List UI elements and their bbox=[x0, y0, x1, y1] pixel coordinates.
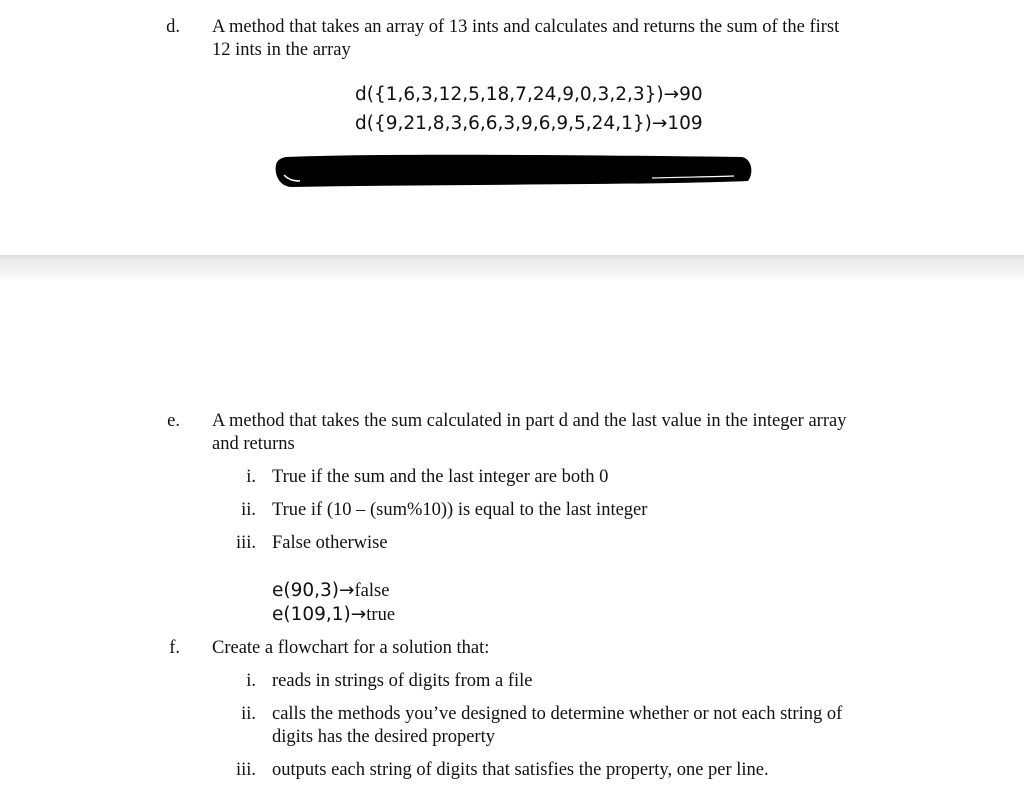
example-result: true bbox=[366, 605, 396, 625]
part-d-example-1: d({1,6,3,12,5,18,7,24,9,0,3,2,3})→90 bbox=[355, 84, 703, 105]
example-call: e(109,1)→ bbox=[272, 604, 367, 625]
part-d-text-line1: A method that takes an array of 13 ints and calculates and returns the sum of the first bbox=[212, 17, 840, 37]
part-e-text-line1: A method that takes the sum calculated in part d and the last value in the integer array bbox=[212, 411, 847, 431]
item-text-line2: digits has the desired property bbox=[272, 727, 495, 747]
part-d-text-line2: 12 ints in the array bbox=[212, 40, 351, 60]
example-result: false bbox=[354, 581, 390, 601]
item-text: True if (10 – (sum%10)) is equal to the last integer bbox=[272, 500, 648, 520]
item-text: outputs each string of digits that satisfies the property, one per line. bbox=[272, 760, 769, 780]
page-separator bbox=[0, 255, 1024, 281]
item-text: True if the sum and the last integer are both 0 bbox=[272, 467, 609, 487]
item-text: reads in strings of digits from a file bbox=[272, 671, 533, 691]
page-1: d. A method that takes an array of 13 ints and calculates and returns the sum of the first 12 ints in the array d({1,6,3,12,5,18,7,24,9,0,3,2,3})→90 d({9,21,8,3,6,6,3,9,6,9,5,24,1})→109 bbox=[0, 0, 1024, 255]
part-e-text-line2: and returns bbox=[212, 434, 295, 454]
item-number: i. bbox=[246, 467, 256, 487]
item-number: i. bbox=[246, 671, 256, 691]
item-text-line1: calls the methods you’ve designed to determine whether or not each string of bbox=[272, 704, 843, 724]
example-call: e(90,3)→ bbox=[272, 580, 355, 601]
item-text: False otherwise bbox=[272, 533, 388, 553]
item-number: ii. bbox=[241, 704, 256, 724]
part-d-example-2: d({9,21,8,3,6,6,3,9,6,9,5,24,1})→109 bbox=[355, 113, 703, 134]
item-number: ii. bbox=[241, 500, 256, 520]
part-e-example-2 bbox=[272, 603, 395, 627]
page-2: e. A method that takes the sum calculated in part d and the last value in the integer array and returns i. True if the sum and the last integer are both 0 ii. True if (10 – (sum%10)) is equal to the last integer iii. False otherwise e(90,3)→false e(109,1)→true f. Create a flowchart for a solution that: i. reads in strings of digits from a file ii. calls the methods you’ve designed to determine whether or not each string of digits has the desired property iii. outputs each string of digits that satisfies the property, one per line. bbox=[0, 281, 1024, 807]
redaction-scribble bbox=[272, 151, 754, 191]
item-number: iii. bbox=[235, 760, 256, 780]
part-f-text: Create a flowchart for a solution that: bbox=[212, 638, 490, 658]
part-e-example-1 bbox=[272, 579, 389, 603]
item-number: iii. bbox=[235, 533, 256, 553]
